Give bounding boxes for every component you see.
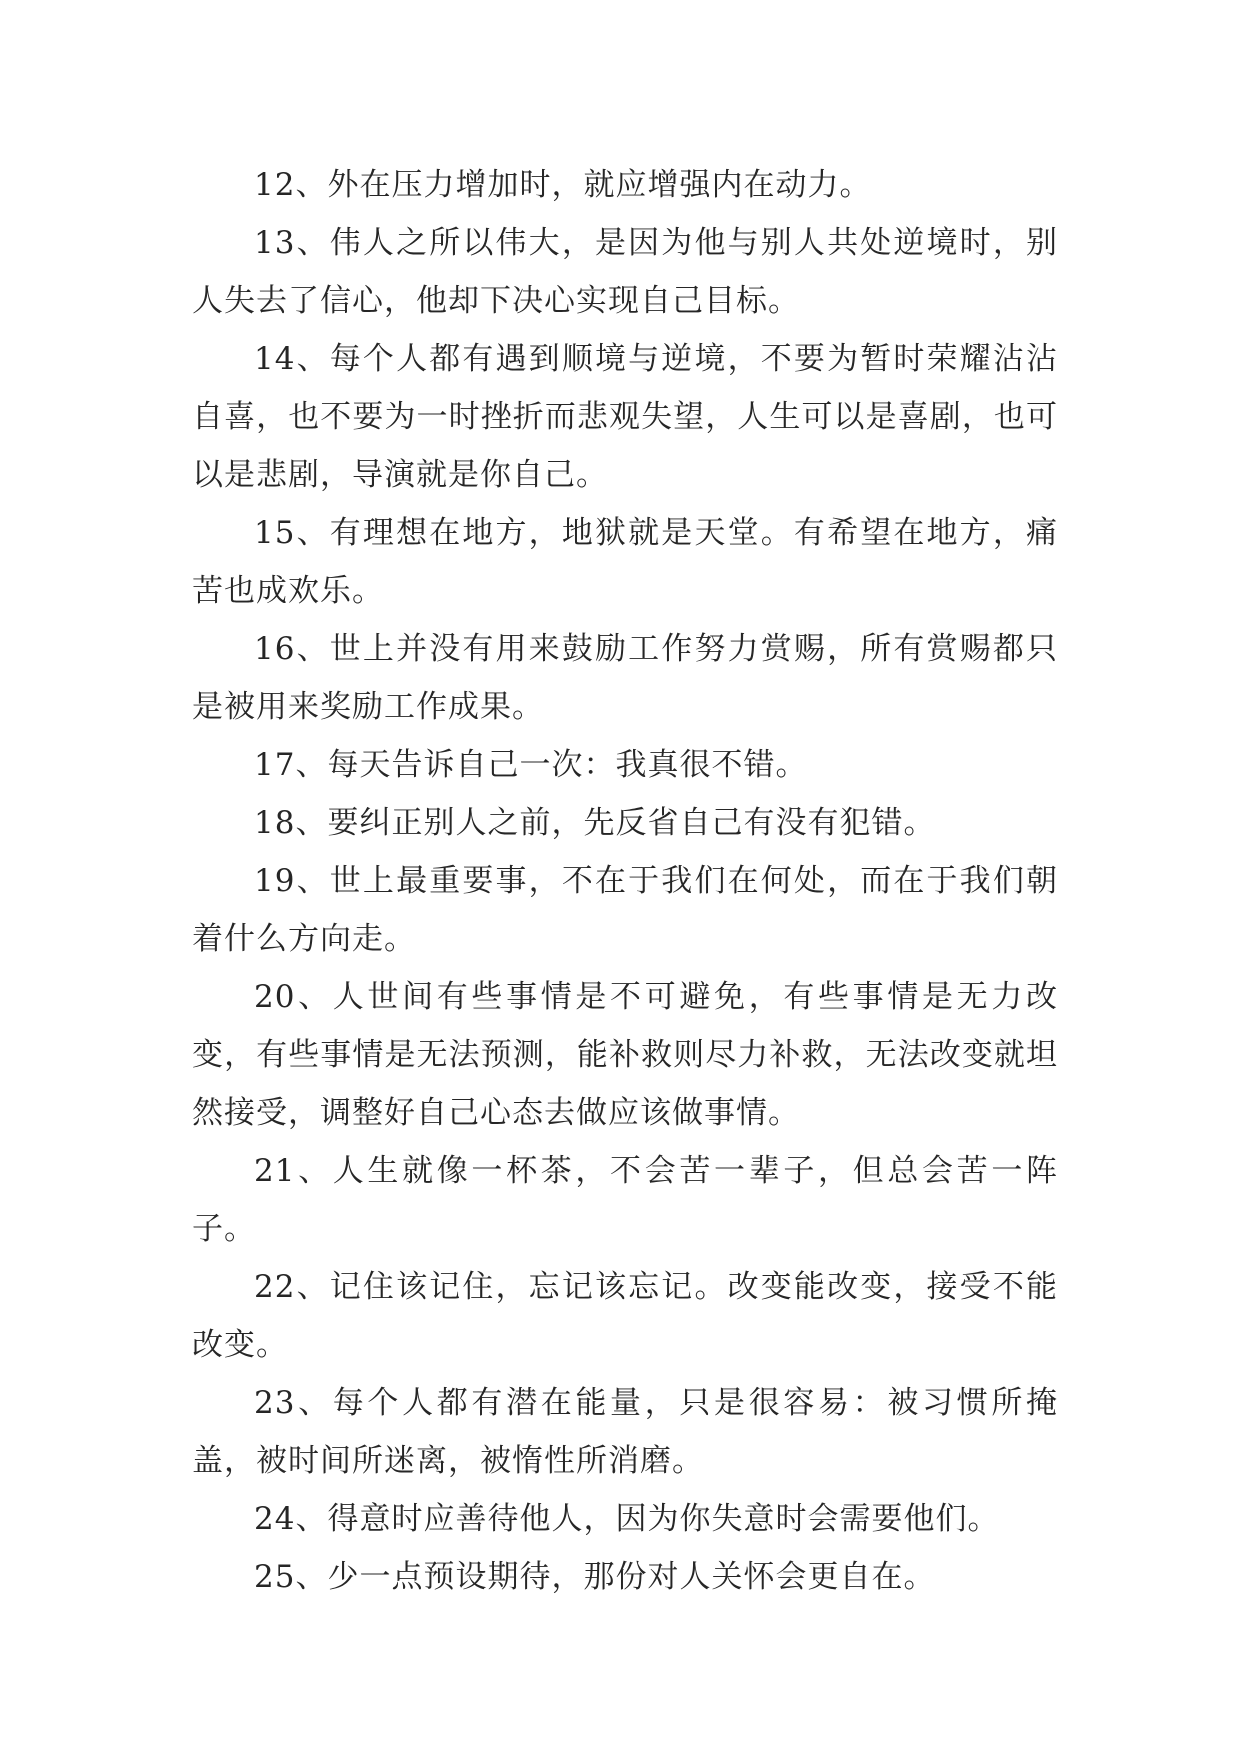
document-body [192, 156, 1058, 1606]
paragraph-19: 19、世上最重要事，不在于我们在何处，而在于我们朝着什么方向走。 [192, 863, 1058, 957]
paragraph-20: 20、人世间有些事情是不可避免，有些事情是无力改变，有些事情是无法预测，能补救则尽力补救，无法改变就坦然接受，调整好自己心态去做应该做事情。 [192, 979, 1058, 1131]
paragraph-12: 12、外在压力增加时，就应增强内在动力。 [254, 167, 872, 203]
paragraph-21: 21、人生就像一杯茶，不会苦一辈子，但总会苦一阵子。 [192, 1153, 1058, 1247]
paragraph-13: 13、伟人之所以伟大，是因为他与别人共处逆境时，别人失去了信心，他却下决心实现自己目标。 [192, 225, 1058, 319]
paragraph-22: 22、记住该记住，忘记该忘记。改变能改变，接受不能改变。 [192, 1269, 1058, 1363]
paragraph-25: 25、少一点预设期待，那份对人关怀会更自在。 [254, 1559, 936, 1595]
paragraph-14: 14、每个人都有遇到顺境与逆境，不要为暂时荣耀沾沾自喜，也不要为一时挫折而悲观失望，人生可以是喜剧，也可以是悲剧，导演就是你自己。 [192, 341, 1058, 493]
paragraph-17: 17、每天告诉自己一次：我真很不错。 [254, 747, 808, 783]
paragraph-16: 16、世上并没有用来鼓励工作努力赏赐，所有赏赐都只是被用来奖励工作成果。 [192, 631, 1058, 725]
paragraph-15: 15、有理想在地方，地狱就是天堂。有希望在地方，痛苦也成欢乐。 [192, 515, 1058, 609]
paragraph-18: 18、要纠正别人之前，先反省自己有没有犯错。 [254, 805, 936, 841]
paragraph-24: 24、得意时应善待他人，因为你失意时会需要他们。 [254, 1501, 1000, 1537]
paragraph-23: 23、每个人都有潜在能量，只是很容易：被习惯所掩盖，被时间所迷离，被惰性所消磨。 [192, 1385, 1058, 1479]
